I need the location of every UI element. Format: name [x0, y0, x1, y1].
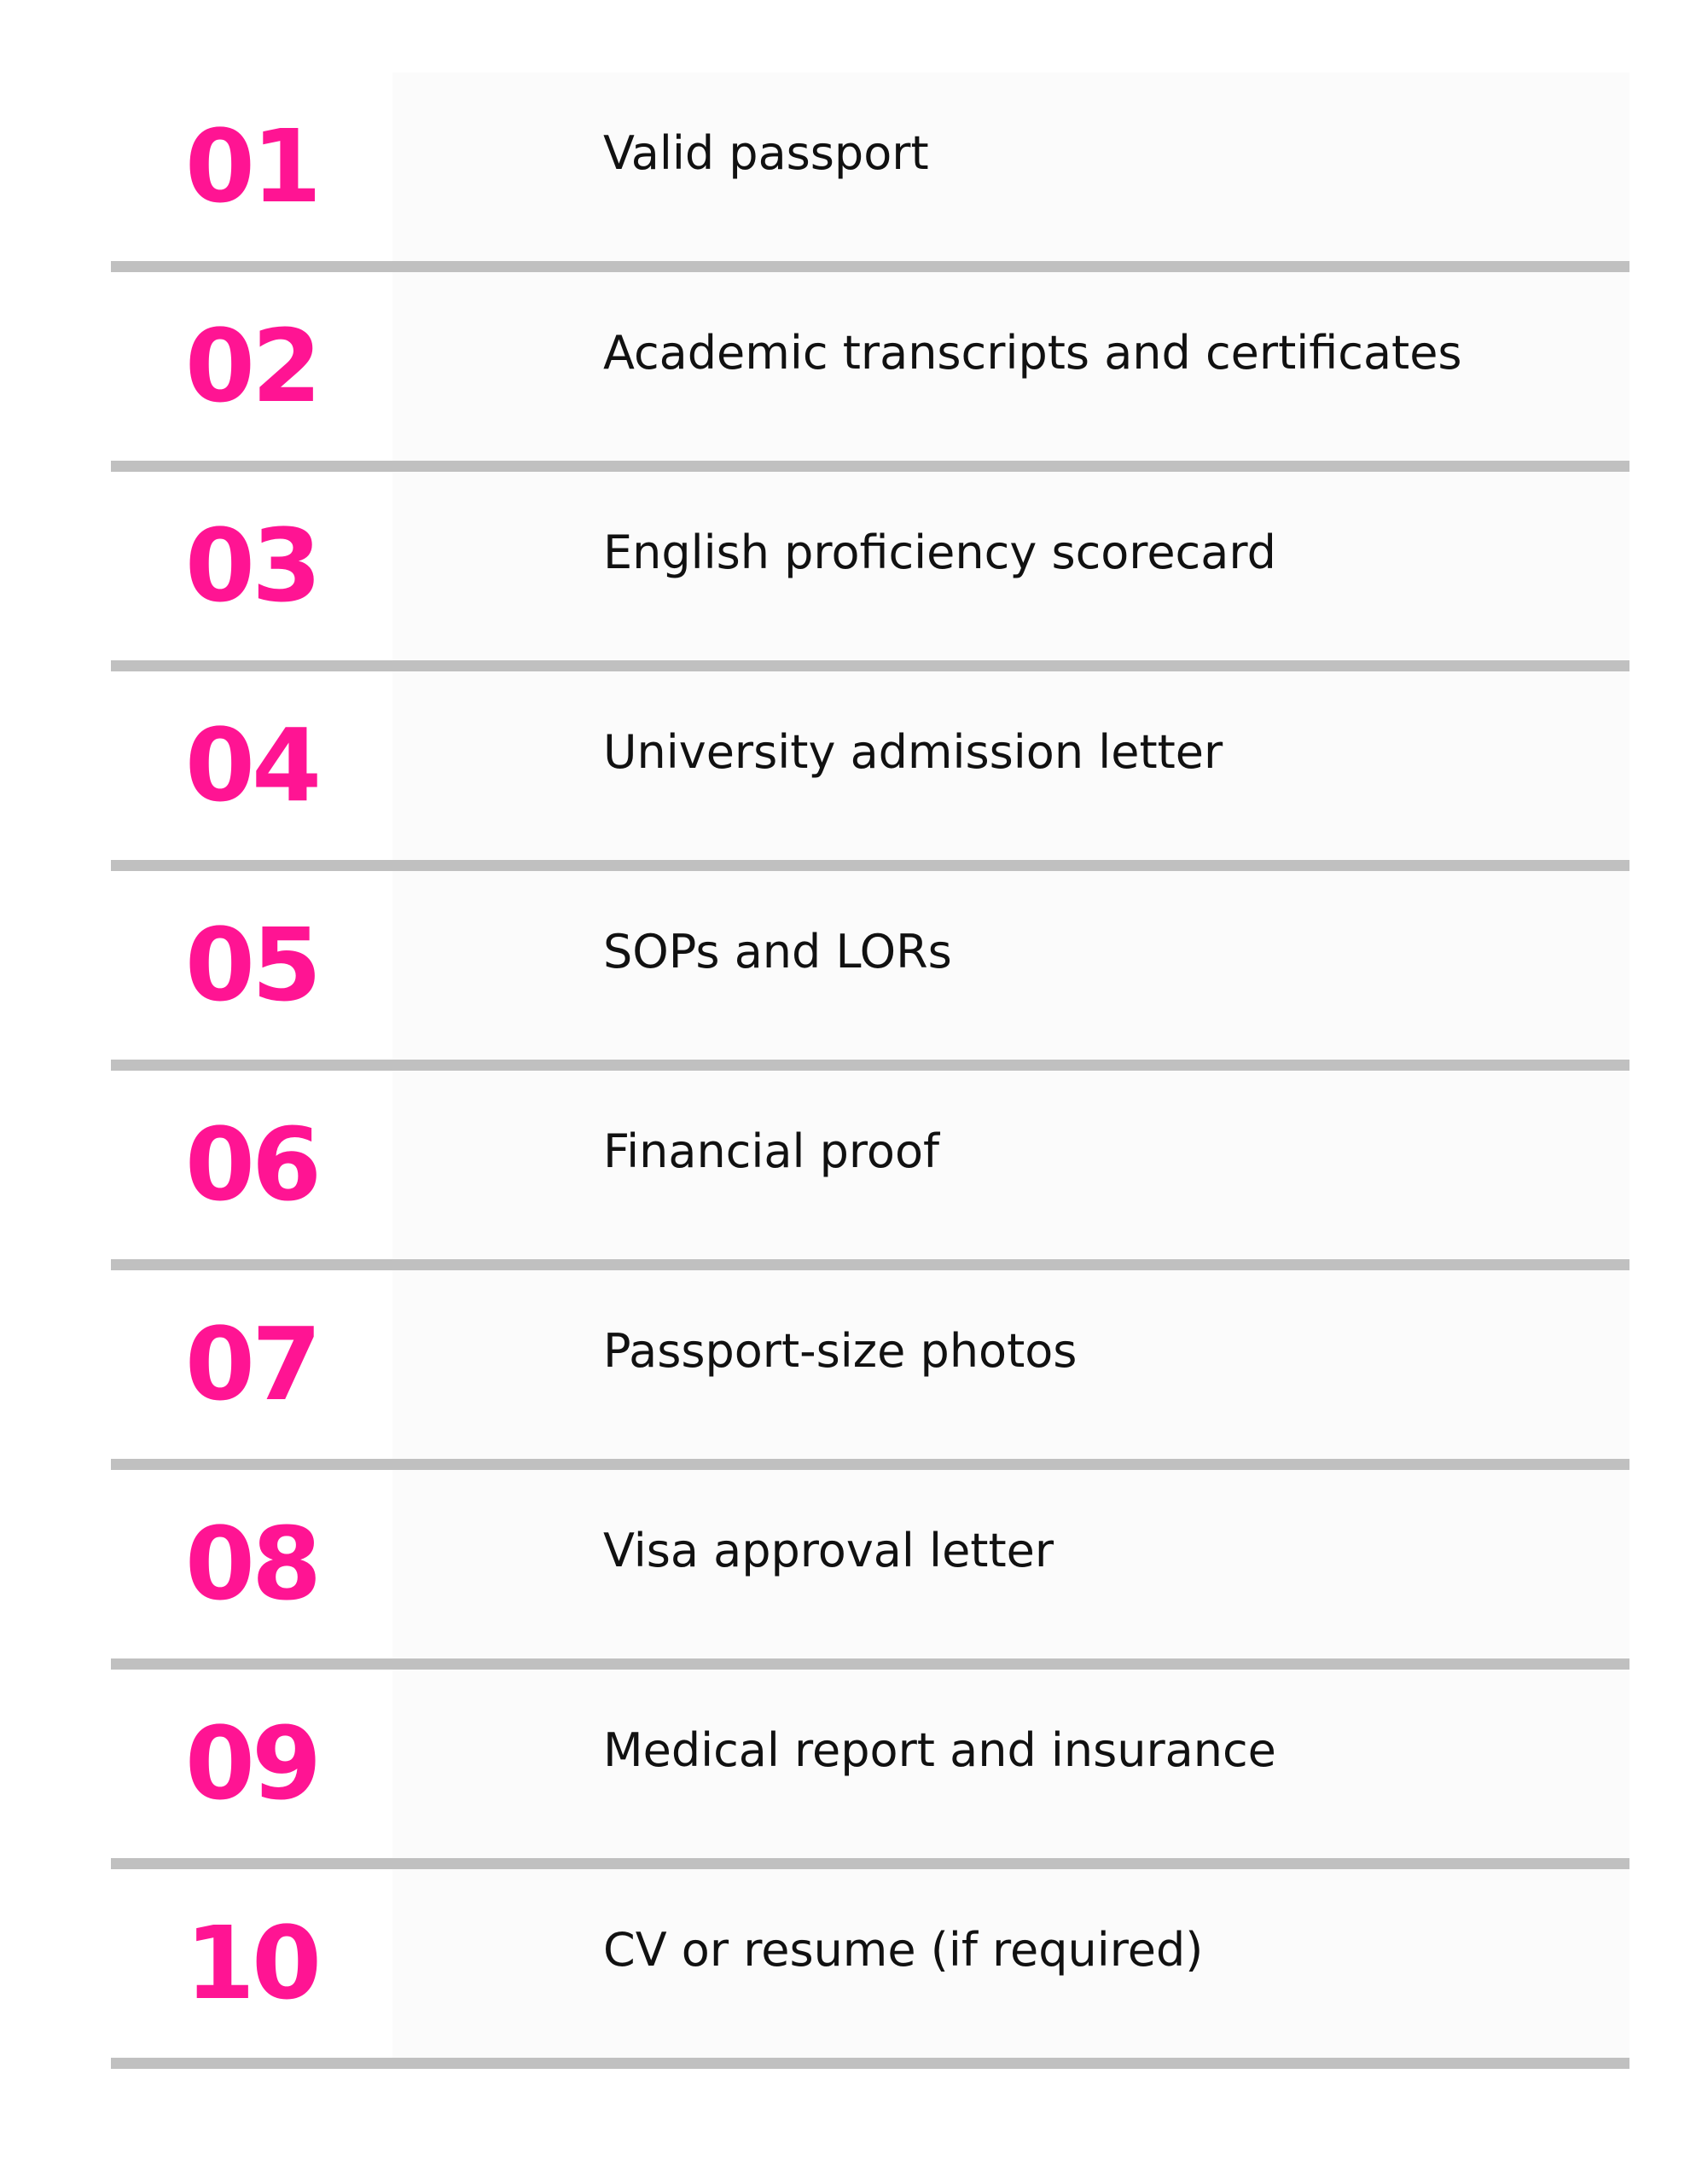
- item-label: Passport-size photos: [603, 1324, 1078, 1378]
- list-item: [111, 472, 1629, 671]
- item-number-cell: [111, 1270, 392, 1470]
- item-number-cell: [111, 671, 392, 871]
- item-label-cell: [392, 272, 1629, 472]
- item-label-cell: [392, 1869, 1629, 2069]
- item-number-cell: [111, 272, 392, 472]
- item-label: Financial proof: [603, 1124, 940, 1178]
- item-number-cell: [111, 1071, 392, 1270]
- item-number: 02: [184, 307, 319, 425]
- item-label: English proficiency scorecard: [603, 526, 1276, 579]
- item-number: 09: [184, 1705, 319, 1822]
- item-number: 03: [184, 507, 319, 624]
- item-number: 08: [184, 1505, 319, 1623]
- item-label: University admission letter: [603, 725, 1223, 779]
- item-number-cell: [111, 73, 392, 272]
- row-divider: [111, 1459, 1629, 1470]
- item-number: 04: [184, 706, 319, 824]
- item-number-cell: [111, 871, 392, 1071]
- item-label-cell: [392, 1670, 1629, 1869]
- item-label-cell: [392, 73, 1629, 272]
- row-divider: [111, 461, 1629, 472]
- item-label: Medical report and insurance: [603, 1723, 1276, 1777]
- item-label-cell: [392, 472, 1629, 671]
- item-number-cell: [111, 1670, 392, 1869]
- item-label: Visa approval letter: [603, 1524, 1054, 1577]
- row-divider: [111, 860, 1629, 871]
- item-number-cell: [111, 472, 392, 671]
- list-item: [111, 871, 1629, 1071]
- item-number: 01: [184, 107, 319, 225]
- item-number: 05: [184, 906, 319, 1024]
- list-item: [111, 1470, 1629, 1670]
- item-label-cell: [392, 1470, 1629, 1670]
- item-label: Valid passport: [603, 126, 929, 180]
- item-label: Academic transcripts and certificates: [603, 326, 1462, 380]
- item-number: 07: [184, 1305, 319, 1423]
- row-divider: [111, 1858, 1629, 1869]
- list-item: [111, 1071, 1629, 1270]
- item-number: 10: [184, 1904, 319, 2022]
- list-item: [111, 272, 1629, 472]
- item-label: CV or resume (if required): [603, 1923, 1204, 1977]
- list-item: [111, 73, 1629, 272]
- row-divider: [111, 1658, 1629, 1670]
- item-label-cell: [392, 871, 1629, 1071]
- row-divider: [111, 2058, 1629, 2069]
- item-number-cell: [111, 1869, 392, 2069]
- item-label-cell: [392, 1270, 1629, 1470]
- list-item: [111, 1869, 1629, 2069]
- row-divider: [111, 1259, 1629, 1270]
- list-item: [111, 1270, 1629, 1470]
- list-item: [111, 671, 1629, 871]
- row-divider: [111, 261, 1629, 272]
- row-divider: [111, 1060, 1629, 1071]
- item-label-cell: [392, 1071, 1629, 1270]
- item-label: SOPs and LORs: [603, 925, 952, 979]
- item-number-cell: [111, 1470, 392, 1670]
- document-checklist: [111, 73, 1629, 2069]
- list-item: [111, 1670, 1629, 1869]
- item-number: 06: [184, 1106, 319, 1223]
- row-divider: [111, 660, 1629, 671]
- item-label-cell: [392, 671, 1629, 871]
